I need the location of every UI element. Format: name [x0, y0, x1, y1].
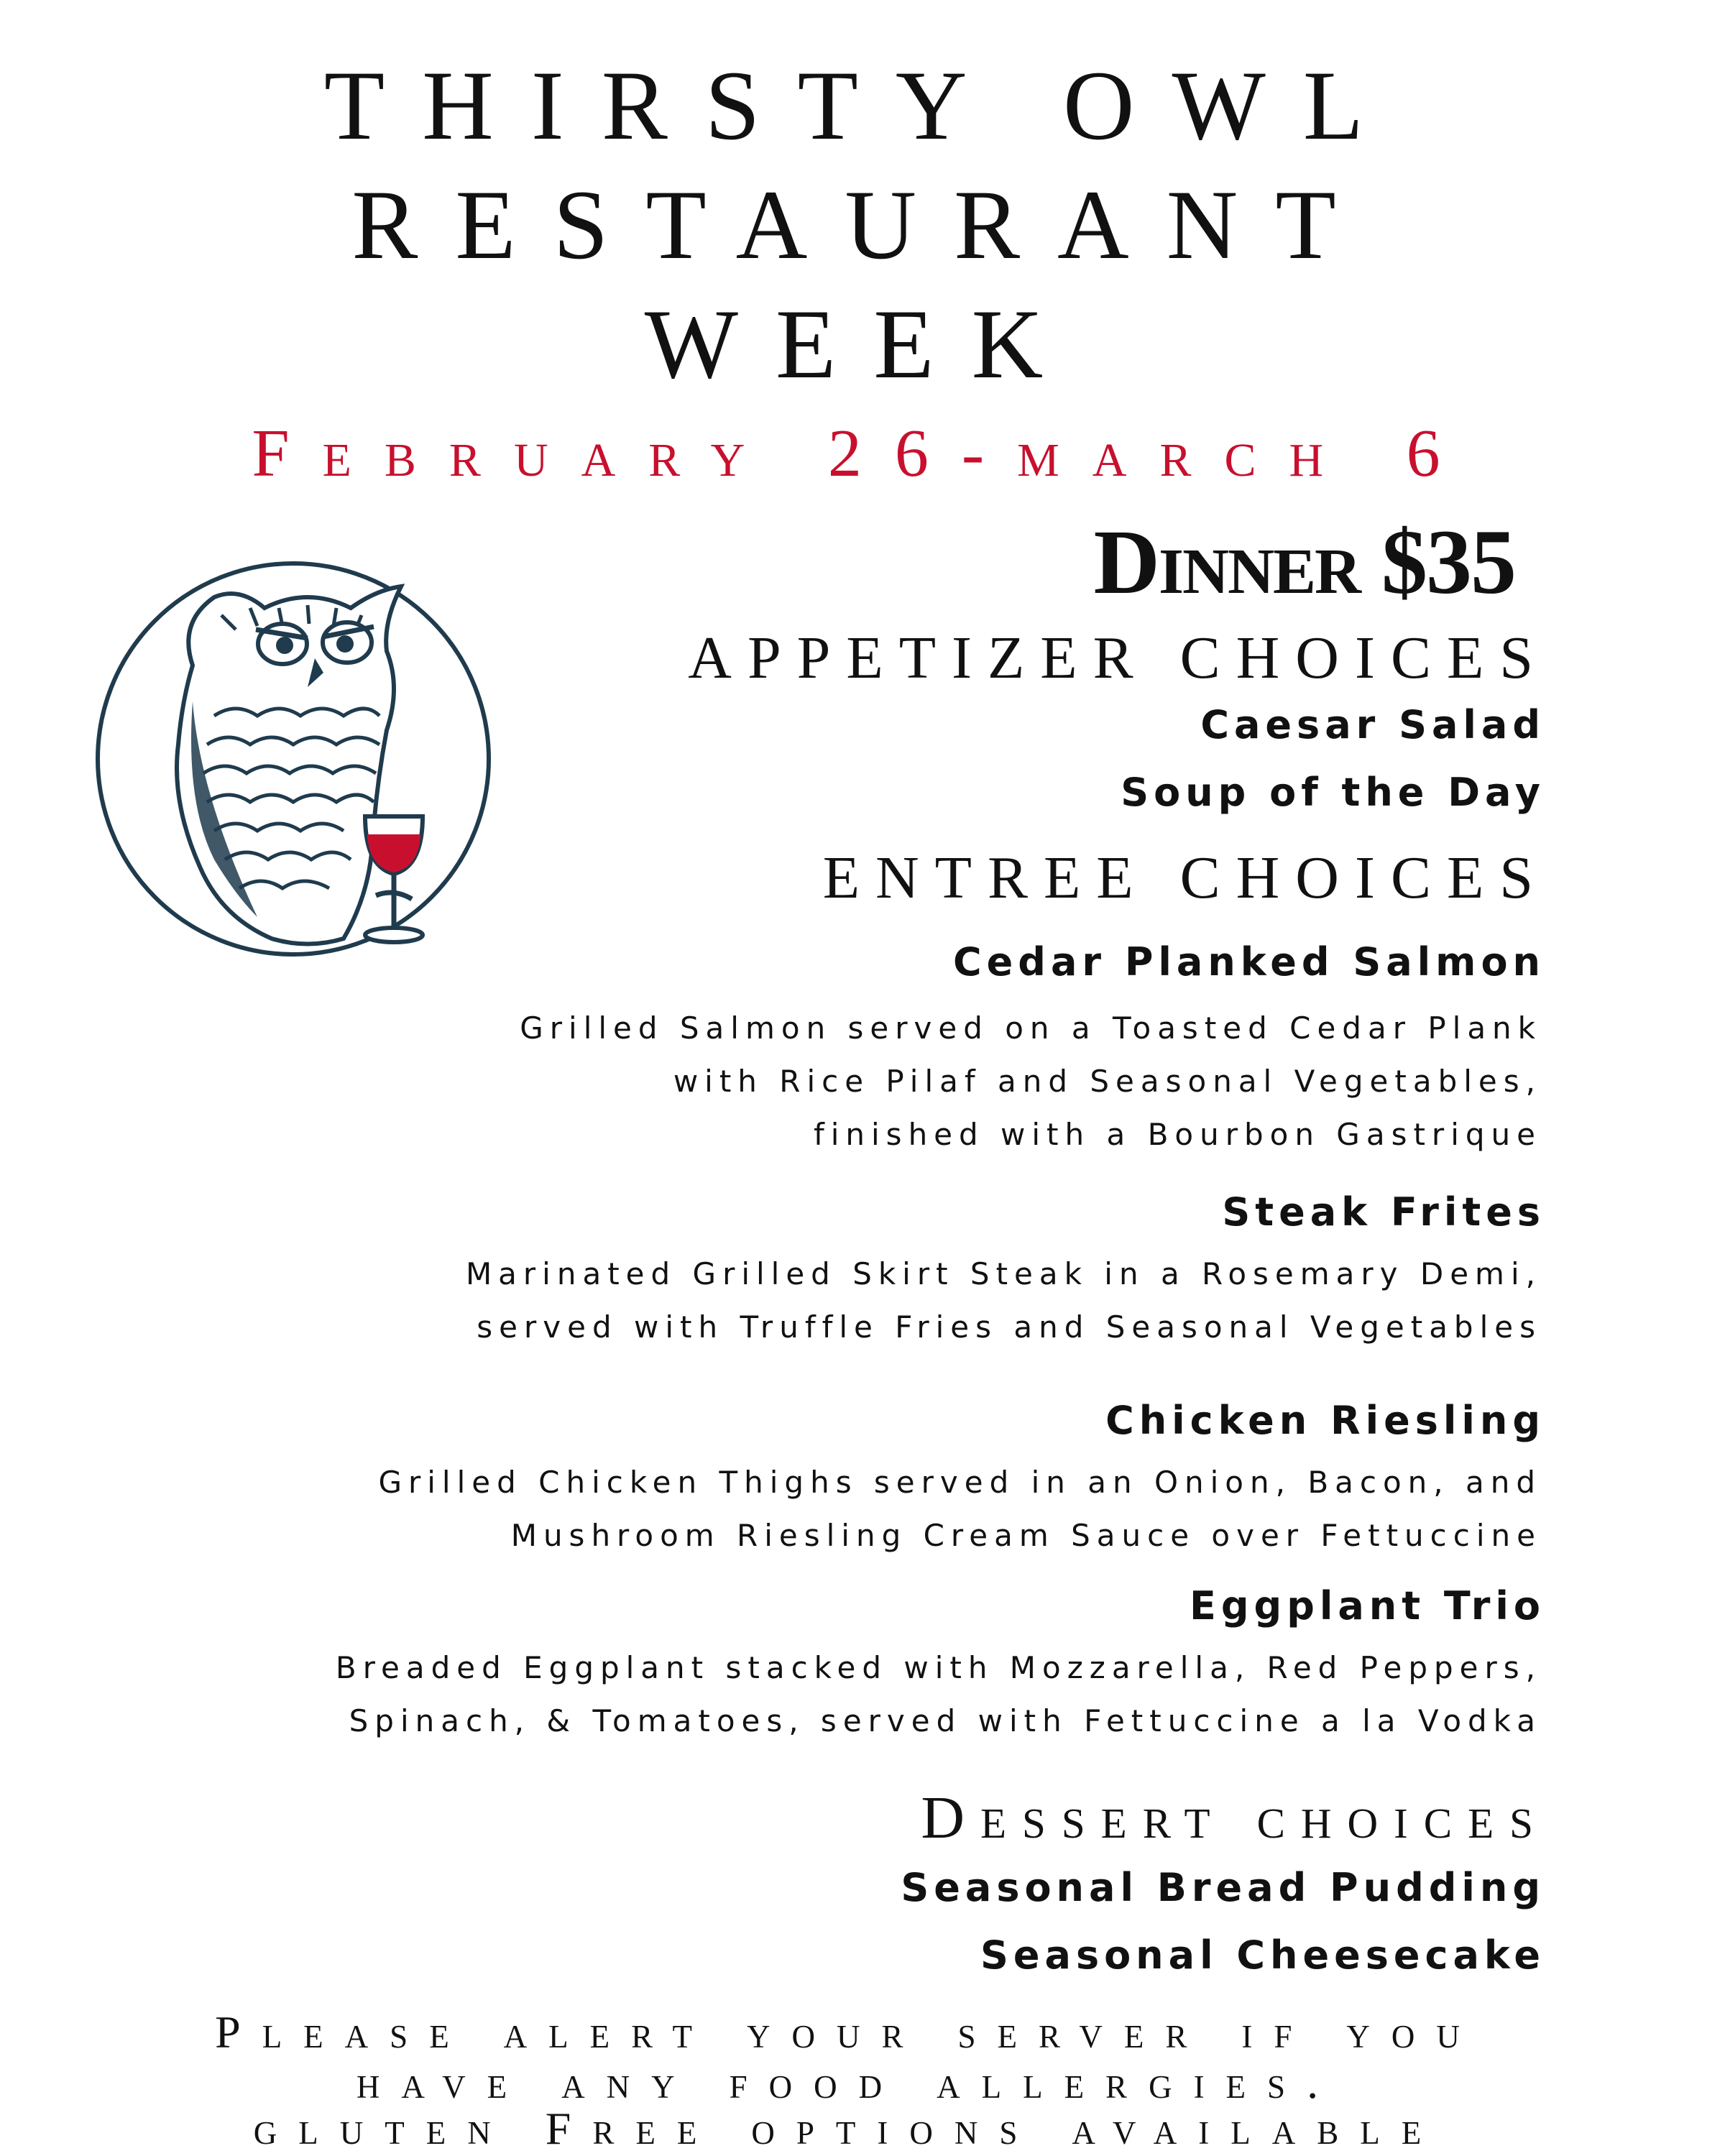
- allergy-notice-line-2: have any food allergies.: [356, 2057, 1340, 2108]
- allergy-notice-line-1: Please alert your server if you: [215, 2007, 1481, 2058]
- entree-description: Marinated Grilled Skirt Steak in a Rosemary Demi,: [465, 1256, 1542, 1291]
- title-line-1: THIRSTY OWL: [323, 50, 1402, 160]
- title-line-2: RESTAURANT: [351, 170, 1374, 280]
- entree-description: served with Truffle Fries and Seasonal Vegetables: [477, 1309, 1542, 1345]
- dessert-heading: Dessert choices: [921, 1784, 1549, 1851]
- dinner-price: Dinner $35: [1093, 511, 1515, 613]
- entree-description: Grilled Salmon served on a Toasted Cedar Plank: [520, 1010, 1542, 1046]
- entree-description: Grilled Chicken Thighs served in an Onion, Bacon, and: [378, 1465, 1542, 1500]
- entree-description: with Rice Pilaf and Seasonal Vegetables,: [673, 1064, 1542, 1099]
- entree-description: Breaded Eggplant stacked with Mozzarella, Red Peppers,: [335, 1650, 1542, 1685]
- entree-description: Spinach, & Tomatoes, served with Fettuccine a la Vodka: [349, 1703, 1542, 1738]
- owl-logo: [92, 558, 494, 960]
- appetizer-item: Soup of the Day: [1121, 770, 1545, 815]
- event-dates: February 26-march 6: [252, 416, 1473, 491]
- entree-name: Eggplant Trio: [1190, 1583, 1545, 1628]
- entree-name: Steak Frites: [1222, 1189, 1545, 1235]
- owl-with-wine-glass-icon: [92, 558, 494, 960]
- gluten-free-notice: gluten Free options available: [253, 2103, 1443, 2154]
- entree-heading: ENTREE CHOICES: [822, 844, 1549, 911]
- entree-name: Cedar Planked Salmon: [953, 939, 1545, 985]
- entree-name: Chicken Riesling: [1105, 1398, 1545, 1443]
- entree-description: Mushroom Riesling Cream Sauce over Fettuccine: [510, 1518, 1542, 1553]
- title-line-3: WEEK: [644, 289, 1081, 399]
- entree-description: finished with a Bourbon Gastrique: [813, 1117, 1542, 1152]
- dessert-item: Seasonal Bread Pudding: [901, 1865, 1545, 1910]
- dessert-item: Seasonal Cheesecake: [980, 1932, 1545, 1978]
- appetizer-heading: APPETIZER CHOICES: [688, 625, 1549, 691]
- appetizer-item: Caesar Salad: [1200, 702, 1545, 747]
